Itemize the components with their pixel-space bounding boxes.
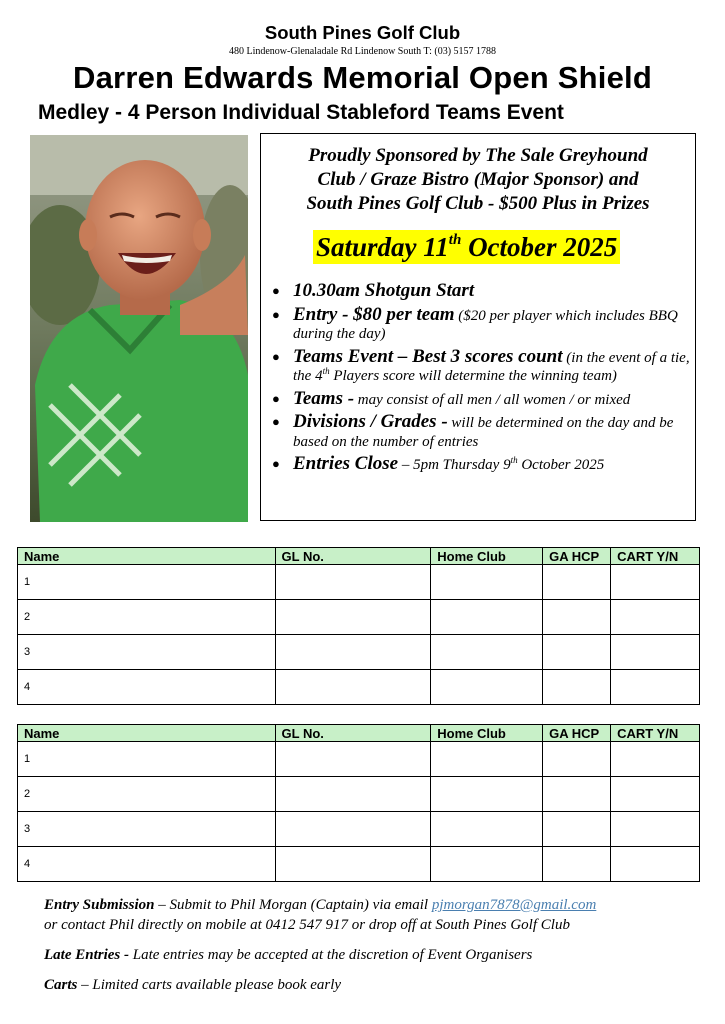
table-row [18,670,700,705]
event-details-list [261,282,697,479]
home-club-cell[interactable] [431,777,543,812]
header-ga-hcp: GA HCP [543,548,611,565]
table-header-row [18,548,700,565]
name-cell[interactable]: 2 [18,777,276,812]
gl-no-cell[interactable] [275,600,431,635]
header-name: Name [18,548,276,565]
ga-hcp-cell[interactable] [543,812,611,847]
team-entry-table [17,724,700,882]
cart-cell[interactable] [611,847,700,882]
home-club-cell[interactable] [431,565,543,600]
detail-teams-event: ● Teams Event – Best 3 scores count (in the event of a tie, the 4th Players score will determine the winning team) [272,345,690,384]
ga-hcp-cell[interactable] [543,742,611,777]
home-club-cell[interactable] [431,847,543,882]
header-name: Name [18,725,276,742]
table-row [18,812,700,847]
detail-entry: ● Entry - $80 per team ($20 per player which includes BBQ during the day) [272,303,678,342]
table-row [18,847,700,882]
gl-no-cell[interactable] [275,847,431,882]
table-row [18,777,700,812]
home-club-cell[interactable] [431,742,543,777]
email-link[interactable]: pjmorgan7878@gmail.com [431,897,597,913]
ga-hcp-cell[interactable] [543,847,611,882]
sponsor-line: South Pines Golf Club - $500 Plus in Prizes [306,193,650,214]
detail-teams: ● Teams - may consist of all men / all women / or mixed [272,387,631,409]
table-row [18,600,700,635]
header-gl-no: GL No. [275,548,431,565]
gl-no-cell[interactable] [275,777,431,812]
header-cart: CART Y/N [611,725,700,742]
team-entry-table [17,547,700,705]
cart-cell[interactable] [611,635,700,670]
cart-cell[interactable] [611,777,700,812]
event-subtitle: Medley - 4 Person Individual Stableford Teams Event [38,101,564,124]
gl-no-cell[interactable] [275,812,431,847]
name-cell[interactable]: 1 [18,565,276,600]
entry-submission-label: Entry Submission [44,897,155,913]
cart-cell[interactable] [611,742,700,777]
club-address: 480 Lindenow-Glenaladale Rd Lindenow South T: (03) 5157 1788 [228,46,497,57]
entry-submission-note: Entry Submission – Submit to Phil Morgan (Captain) via email pjmorgan7878@gmail.com or contact Phil directly on mobile at 0412 547 917 or drop off at South Pines Golf Club [44,897,597,933]
header-gl-no: GL No. [275,725,431,742]
memorial-photo [30,135,248,522]
name-cell[interactable]: 2 [18,600,276,635]
header-ga-hcp: GA HCP [543,725,611,742]
ga-hcp-cell[interactable] [543,600,611,635]
cart-cell[interactable] [611,565,700,600]
gl-no-cell[interactable] [275,635,431,670]
ga-hcp-cell[interactable] [543,777,611,812]
sponsor-line: Club / Graze Bistro (Major Sponsor) and [317,169,639,190]
cart-cell[interactable] [611,600,700,635]
ga-hcp-cell[interactable] [543,565,611,600]
home-club-cell[interactable] [431,812,543,847]
sponsor-line: Proudly Sponsored by The Sale Greyhound [308,145,648,166]
detail-start: ● 10.30am Shotgun Start [272,280,475,301]
detail-entries-close: ● Entries Close – 5pm Thursday 9th October 2025 [272,453,605,474]
cart-cell[interactable] [611,670,700,705]
name-cell[interactable]: 3 [18,635,276,670]
name-cell[interactable]: 4 [18,847,276,882]
gl-no-cell[interactable] [275,670,431,705]
late-entries-note: Late Entries - Late entries may be accepted at the discretion of Event Organisers [44,947,533,963]
gl-no-cell[interactable] [275,742,431,777]
club-name: South Pines Golf Club [264,22,461,43]
home-club-cell[interactable] [431,635,543,670]
sponsor-text [271,144,685,216]
event-title: Darren Edwards Memorial Open Shield [73,60,652,95]
table-header-row [18,725,700,742]
gl-no-cell[interactable] [275,565,431,600]
ga-hcp-cell[interactable] [543,635,611,670]
header-home-club: Home Club [431,548,543,565]
name-cell[interactable]: 4 [18,670,276,705]
home-club-cell[interactable] [431,600,543,635]
cart-cell[interactable] [611,812,700,847]
carts-note: Carts – Limited carts available please book early [44,977,342,993]
event-date: Saturday 11th October 2025 [313,230,620,264]
home-club-cell[interactable] [431,670,543,705]
detail-divisions: ● Divisions / Grades - will be determined on the day and be based on the number of entries [272,411,674,450]
ga-hcp-cell[interactable] [543,670,611,705]
table-row [18,742,700,777]
table-row [18,565,700,600]
table-row [18,635,700,670]
header-home-club: Home Club [431,725,543,742]
event-info-box [260,133,696,521]
name-cell[interactable]: 3 [18,812,276,847]
header-cart: CART Y/N [611,548,700,565]
name-cell[interactable]: 1 [18,742,276,777]
